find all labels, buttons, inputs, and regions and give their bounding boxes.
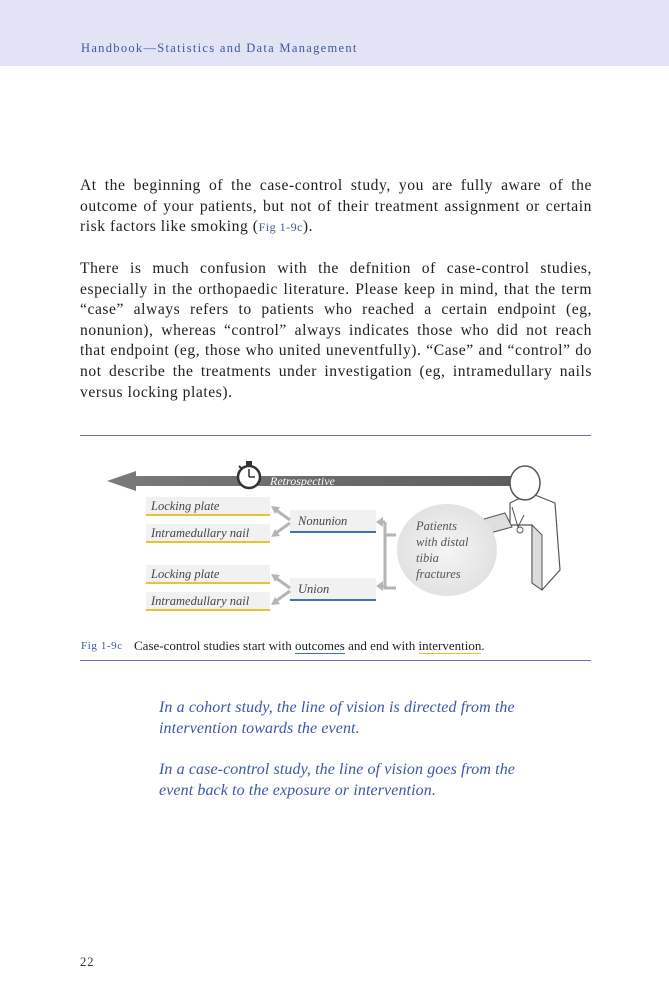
- figure-top-rule: [80, 435, 591, 436]
- population-line-2: with distal: [416, 535, 469, 549]
- paragraph-1-end: ).: [302, 218, 314, 236]
- retrospective-arrow: [107, 471, 525, 491]
- caption-intervention-word: intervention: [418, 638, 482, 653]
- arrowhead-union: [376, 581, 383, 591]
- figure-reference[interactable]: Fig 1-9c: [258, 220, 303, 235]
- paragraph-1: [80, 176, 592, 238]
- page-header: [0, 0, 669, 66]
- arrowhead-nonunion: [376, 517, 383, 527]
- treatment-im-nail-1: [146, 524, 270, 542]
- treatment-arrowheads: [271, 506, 280, 605]
- population-line-4: fractures: [416, 567, 461, 581]
- case-control-diagram: [80, 455, 591, 625]
- treatment-label-1: Locking plate: [151, 499, 220, 513]
- outcome-union: [290, 578, 376, 600]
- population-line-1: Patients: [416, 519, 457, 533]
- treatment-locking-plate-2: [146, 565, 270, 583]
- caption-outcomes-word: outcomes: [295, 638, 345, 653]
- page-number: 22: [80, 955, 95, 969]
- treatment-label-2: Intramedullary nail: [151, 526, 250, 540]
- highlight-quote-case-control: In a case-control study, the line of vision goes from the event back to the exposure or intervention.: [159, 761, 516, 799]
- stopwatch-icon: [238, 461, 260, 488]
- running-head: Handbook—Statistics and Data Management: [81, 41, 358, 55]
- population-line-3: tibia: [416, 551, 439, 565]
- paragraph-1-text: At the beginning of the case-control study, you are fully aware of the outcome of your patients, but not of their treatment assignment or certain risk factors like smoking (: [80, 177, 592, 236]
- figure-label: Fig 1-9c: [81, 640, 123, 652]
- figure-bottom-rule: [80, 660, 591, 661]
- population-oval: [397, 504, 497, 596]
- treatment-im-nail-2: [146, 592, 270, 610]
- treatment-label-4: Intramedullary nail: [151, 594, 250, 608]
- nonunion-label: Nonunion: [298, 514, 348, 528]
- treatment-label-3: Locking plate: [151, 567, 220, 581]
- figure-caption: [134, 638, 485, 654]
- treatment-arrows: [276, 510, 290, 601]
- highlight-quote-cohort: In a cohort study, the line of vision is directed from the intervention towards the event.: [159, 699, 515, 737]
- diagram-svg: [80, 455, 591, 625]
- caption-text-end: .: [481, 638, 485, 653]
- outcome-bracket: [380, 522, 396, 588]
- union-label: Union: [298, 582, 330, 596]
- retrospective-label: Retrospective: [270, 474, 335, 488]
- caption-text-before: Case-control studies start with: [134, 638, 296, 653]
- outcome-nonunion: [290, 510, 376, 532]
- treatment-locking-plate-1: [146, 497, 270, 515]
- paragraph-2: There is much confusion with the defnition of case-control studies, especially in the orthopaedic literature. Please keep in mind, that the term “case” always refers to patients who reached a certain endpoint (eg, nonunion), whereas “control” always indicates those who did not reach that endpoint (eg, those who united uneventfully). “Case” and “control” do not describe the treatments under investigation (eg, intramedullary nails versus locking plates).: [80, 260, 592, 401]
- caption-text-middle: and end with: [344, 638, 419, 653]
